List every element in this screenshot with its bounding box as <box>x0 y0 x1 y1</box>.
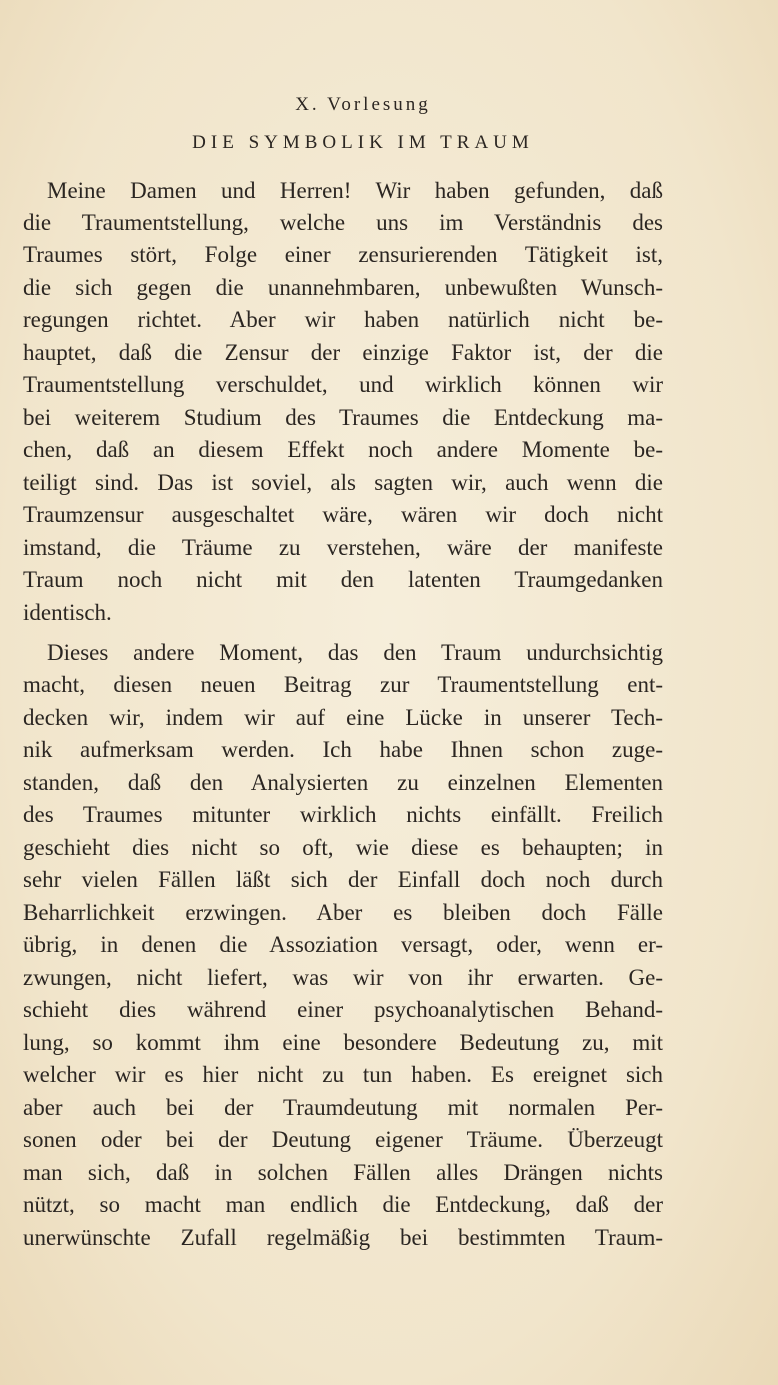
text-line: aber auch bei der Traumdeutung mit normalen Per- <box>23 1095 663 1120</box>
text-line: bei weiterem Studium des Traumes die Entdeckung ma- <box>23 405 663 430</box>
text-line: unerwünschte Zufall regelmäßig bei bestimmten Traum- <box>23 1225 663 1250</box>
text-line: chen, daß an diesem Effekt noch andere Momente be- <box>23 437 663 462</box>
text-line: Meine Damen und Herren! Wir haben gefunden, daß <box>47 178 663 203</box>
text-line: des Traumes mitunter wirklich nichts einfällt. Freilich <box>23 802 663 827</box>
text-line: macht, diesen neuen Beitrag zur Traumentstellung ent- <box>23 672 663 697</box>
text-line: sehr vielen Fällen läßt sich der Einfall doch noch durch <box>23 867 663 892</box>
text-line: nik aufmerksam werden. Ich habe Ihnen schon zuge- <box>23 737 663 762</box>
text-line: teiligt sind. Das ist soviel, als sagten wir, auch wenn die <box>23 470 663 495</box>
text-line: Traumes stört, Folge einer zensurierenden Tätigkeit ist, <box>23 242 663 267</box>
text-line: hauptet, daß die Zensur der einzige Faktor ist, der die <box>23 340 663 365</box>
text-line: Traumentstellung verschuldet, und wirklich können wir <box>23 372 663 397</box>
text-line: schieht dies während einer psychoanalytischen Behand- <box>23 997 663 1022</box>
text-line: standen, daß den Analysierten zu einzelnen Elementen <box>23 770 663 795</box>
text-line: Traumzensur ausgeschaltet wäre, wären wir doch nicht <box>23 502 663 527</box>
text-line: welcher wir es hier nicht zu tun haben. Es ereignet sich <box>23 1062 663 1087</box>
text-line: die sich gegen die unannehmbaren, unbewußten Wunsch- <box>23 275 663 300</box>
text-line: sonen oder bei der Deutung eigener Träume. Überzeugt <box>23 1127 663 1152</box>
book-page <box>23 0 663 1385</box>
text-line: regungen richtet. Aber wir haben natürlich nicht be- <box>23 307 663 332</box>
text-line: geschieht dies nicht so oft, wie diese es behaupten; in <box>23 835 663 860</box>
text-line: Traum noch nicht mit den latenten Traumgedanken <box>23 567 663 592</box>
text-line: decken wir, indem wir auf eine Lücke in unserer Tech- <box>23 705 663 730</box>
text-line: Dieses andere Moment, das den Traum undurchsichtig <box>47 640 663 665</box>
text-line: lung, so kommt ihm eine besondere Bedeutung zu, mit <box>23 1030 663 1055</box>
text-line: man sich, daß in solchen Fällen alles Drängen nichts <box>23 1160 663 1185</box>
text-line: imstand, die Träume zu verstehen, wäre der manifeste <box>23 535 663 560</box>
text-line: identisch. <box>23 600 112 625</box>
chapter-title: DIE SYMBOLIK IM TRAUM <box>192 132 534 153</box>
text-line: zwungen, nicht liefert, was wir von ihr erwarten. Ge- <box>23 965 663 990</box>
lecture-number: X. Vorlesung <box>295 94 431 115</box>
text-line: nützt, so macht man endlich die Entdeckung, daß der <box>23 1192 663 1217</box>
text-line: die Traumentstellung, welche uns im Verständnis des <box>23 210 663 235</box>
text-line: Beharrlichkeit erzwingen. Aber es bleiben doch Fälle <box>23 900 663 925</box>
text-line: übrig, in denen die Assoziation versagt, oder, wenn er- <box>23 932 663 957</box>
